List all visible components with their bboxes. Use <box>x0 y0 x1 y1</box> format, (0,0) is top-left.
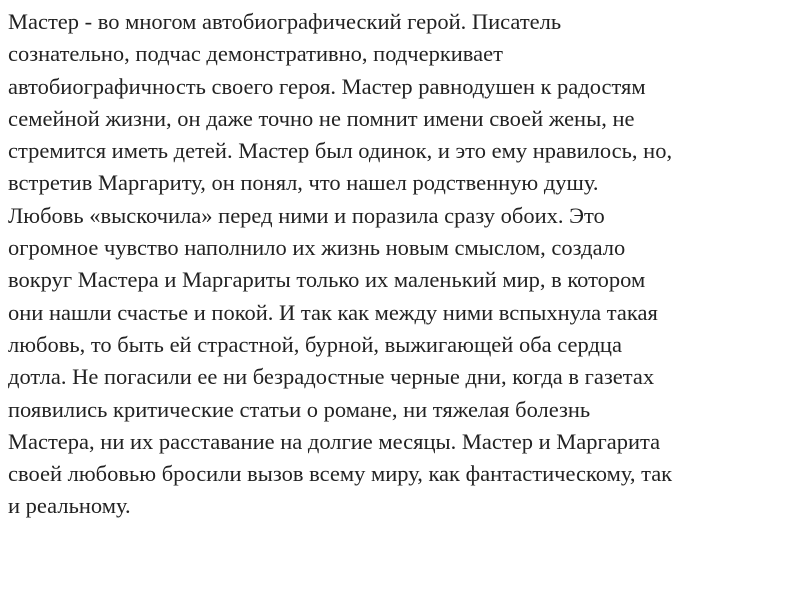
text-line-11: любовь, то быть ей страстной, бурной, выжигающей оба сердца <box>8 331 622 357</box>
text-line-10: они нашли счастье и покой. И так как между ними вспыхнула такая <box>8 299 658 325</box>
text-line-12: дотла. Не погасили ее ни безрадостные черные дни, когда в газетах <box>8 364 655 390</box>
text-line-2: сознательно, подчас демонстративно, подчеркивает <box>8 41 503 67</box>
body-paragraph <box>8 6 792 523</box>
text-line-8: огромное чувство наполнило их жизнь новым смыслом, создало <box>8 235 626 261</box>
text-line-16: и реальному. <box>8 493 131 519</box>
text-line-4: семейной жизни, он даже точно не помнит имени своей жены, не <box>8 105 635 131</box>
text-line-15: своей любовью бросили вызов всему миру, как фантастическому, так <box>8 461 673 487</box>
text-line-5: стремится иметь детей. Мастер был одинок, и это ему нравилось, но, <box>8 138 673 164</box>
text-line-7: Любовь «выскочила» перед ними и поразила сразу обоих. Это <box>8 202 605 228</box>
text-line-9: вокруг Мастера и Маргариты только их маленький мир, в котором <box>8 267 646 293</box>
text-line-13: появились критические статьи о романе, ни тяжелая болезнь <box>8 396 591 422</box>
text-line-14: Мастера, ни их расставание на долгие месяцы. Мастер и Маргарита <box>8 428 661 454</box>
text-line-3: автобиографичность своего героя. Мастер равнодушен к радостям <box>8 73 646 99</box>
text-line-1: Мастер - во многом автобиографический герой. Писатель <box>8 9 562 34</box>
text-line-6: встретив Маргариту, он понял, что нашел родственную душу. <box>8 170 599 196</box>
